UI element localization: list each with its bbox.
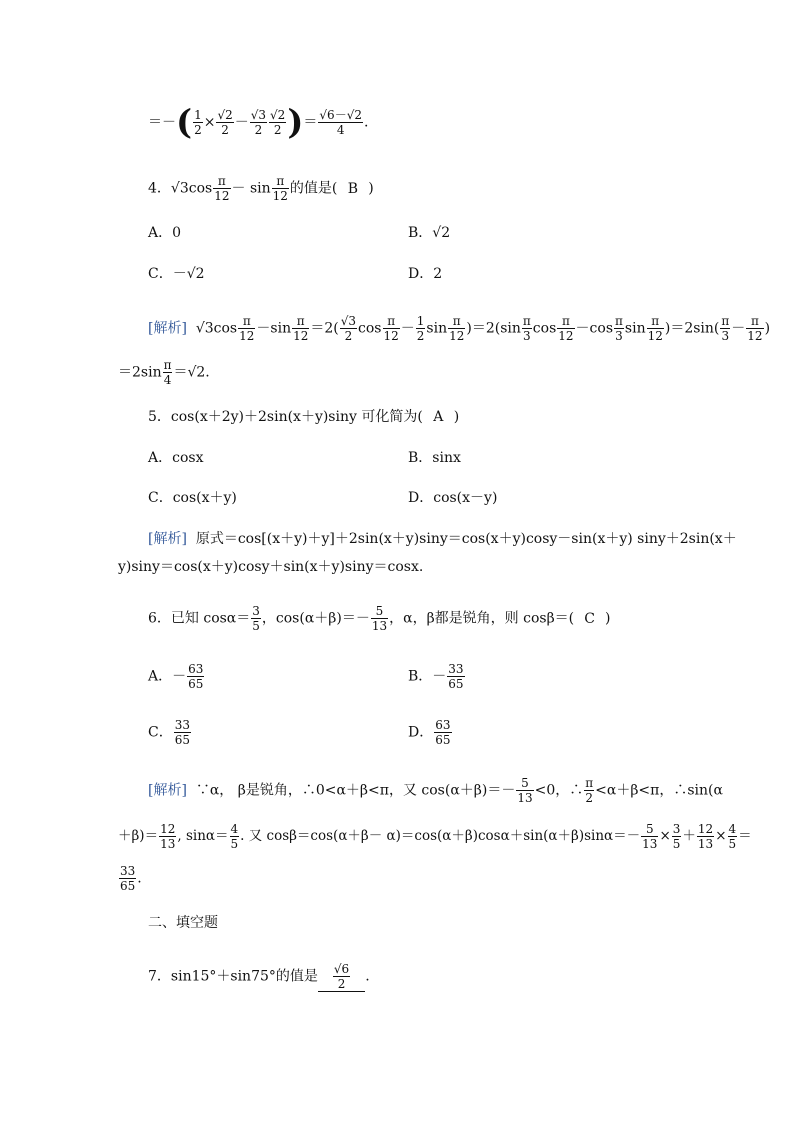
top-result-fraction: $\frac{√6-√2}{4}$ [319, 108, 362, 137]
section-title-fill-blank: 二、填空题 [148, 915, 218, 931]
q6-option-b: B．－ $\frac{33}{65}$ [408, 662, 464, 691]
q5-option-d: D．cos(x－y) [408, 490, 498, 506]
q4-analysis-line-1: [解析] √3cos $\frac{\pi}{12}$ －sin $\frac{\pi}{12}$ ＝2( $\frac{√3}{2}$ cos $\frac{\pi}{12}$ － $\frac{1}{2}$ sin $\frac{\pi}{12}$ )＝2(sin $\frac{\pi}{3}$ cos $\frac{\pi}{12}$ －cos $\frac{\pi}{3}$ sin $\frac{\pi}{12}$ )＝2sin( $\frac{\pi}{3}$ － $\frac{\pi}{12}$ ) [148, 314, 771, 343]
q4-analysis-line-2: ＝2sin $\frac{\pi}{4}$ ＝√2. [118, 358, 210, 387]
analysis-tag: [解析] [148, 531, 187, 547]
q5-option-a: A．cosx [148, 450, 204, 466]
q5-option-b: B．sinx [408, 450, 461, 466]
q6-analysis-line-3: $\frac{33}{65}$ . [120, 864, 142, 893]
big-paren-open: ( [176, 102, 193, 143]
q5-option-c: C．cos(x＋y) [148, 490, 237, 506]
q6-option-d: D． $\frac{63}{65}$ [408, 718, 451, 747]
question-4-stem: 4．√3cos $\frac{\pi}{12}$ － sin $\frac{\pi}{12}$ 的值是( B ) [148, 174, 374, 203]
q6-analysis-line-1: [解析] ∵α， β是锐角，∴0<α＋β<π，又 cos(α＋β)＝－ $\frac{5}{13}$ <0，∴ $\frac{\pi}{2}$ <α＋β<π，∴sin(α [148, 776, 723, 805]
analysis-tag: [解析] [148, 782, 187, 799]
q4-option-b: B．√2 [408, 225, 451, 241]
question-7-answer-blank: $\frac{√6}{2}$ [318, 962, 365, 992]
q5-analysis-line-1: [解析] 原式＝cos[(x＋y)＋y]＋2sin(x＋y)siny＝cos(x＋y)cosy－sin(x＋y) siny＋2sin(x＋ [148, 531, 737, 547]
question-7-stem: 7．sin15°＋sin75°的值是 $\frac{√6}{2}$ . [148, 962, 370, 991]
question-5-answer: A [433, 409, 444, 425]
q6-option-c: C． $\frac{33}{65}$ [148, 718, 190, 747]
q6-option-a: A．－ $\frac{63}{65}$ [148, 662, 204, 691]
q5-analysis-line-2: y)siny＝cos(x＋y)cosy＋sin(x＋y)siny＝cosx. [118, 559, 424, 575]
question-6-answer: C [584, 610, 595, 627]
q6-analysis-line-2: ＋β)＝ $\frac{12}{13}$ , sinα＝ $\frac{4}{5}$ . 又 cosβ＝cos(α＋β－ α)＝cos(α＋β)cosα＋sin(α＋β)sinα＝－ $\frac{5}{13}$ × $\frac{3}{5}$ ＋ $\frac{12}{13}$ × $\frac{4}{5}$ ＝ [118, 822, 752, 851]
q4-option-c: C．－√2 [148, 266, 205, 282]
big-paren-close: ) [287, 102, 304, 143]
question-6-stem: 6．已知 cosα＝ $\frac{3}{5}$ ，cos(α＋β)＝－ $\frac{5}{13}$ ，α，β都是锐角，则 cosβ＝( C ) [148, 604, 611, 633]
question-5-stem: 5．cos(x＋2y)＋2sin(x＋y)siny 可化简为( A ) [148, 409, 460, 425]
analysis-tag: [解析] [148, 320, 187, 337]
question-4-answer: B [347, 180, 358, 197]
top-result-line: ＝－( $\frac{1}{2}$ × $\frac{√2}{2}$ － $\frac{√3}{2}$ $\frac{√2}{2}$ )＝ $\frac{√6-√2}{4}$ . [148, 102, 369, 143]
q4-option-d: D．2 [408, 266, 443, 282]
q4-option-a: A．0 [148, 225, 182, 241]
